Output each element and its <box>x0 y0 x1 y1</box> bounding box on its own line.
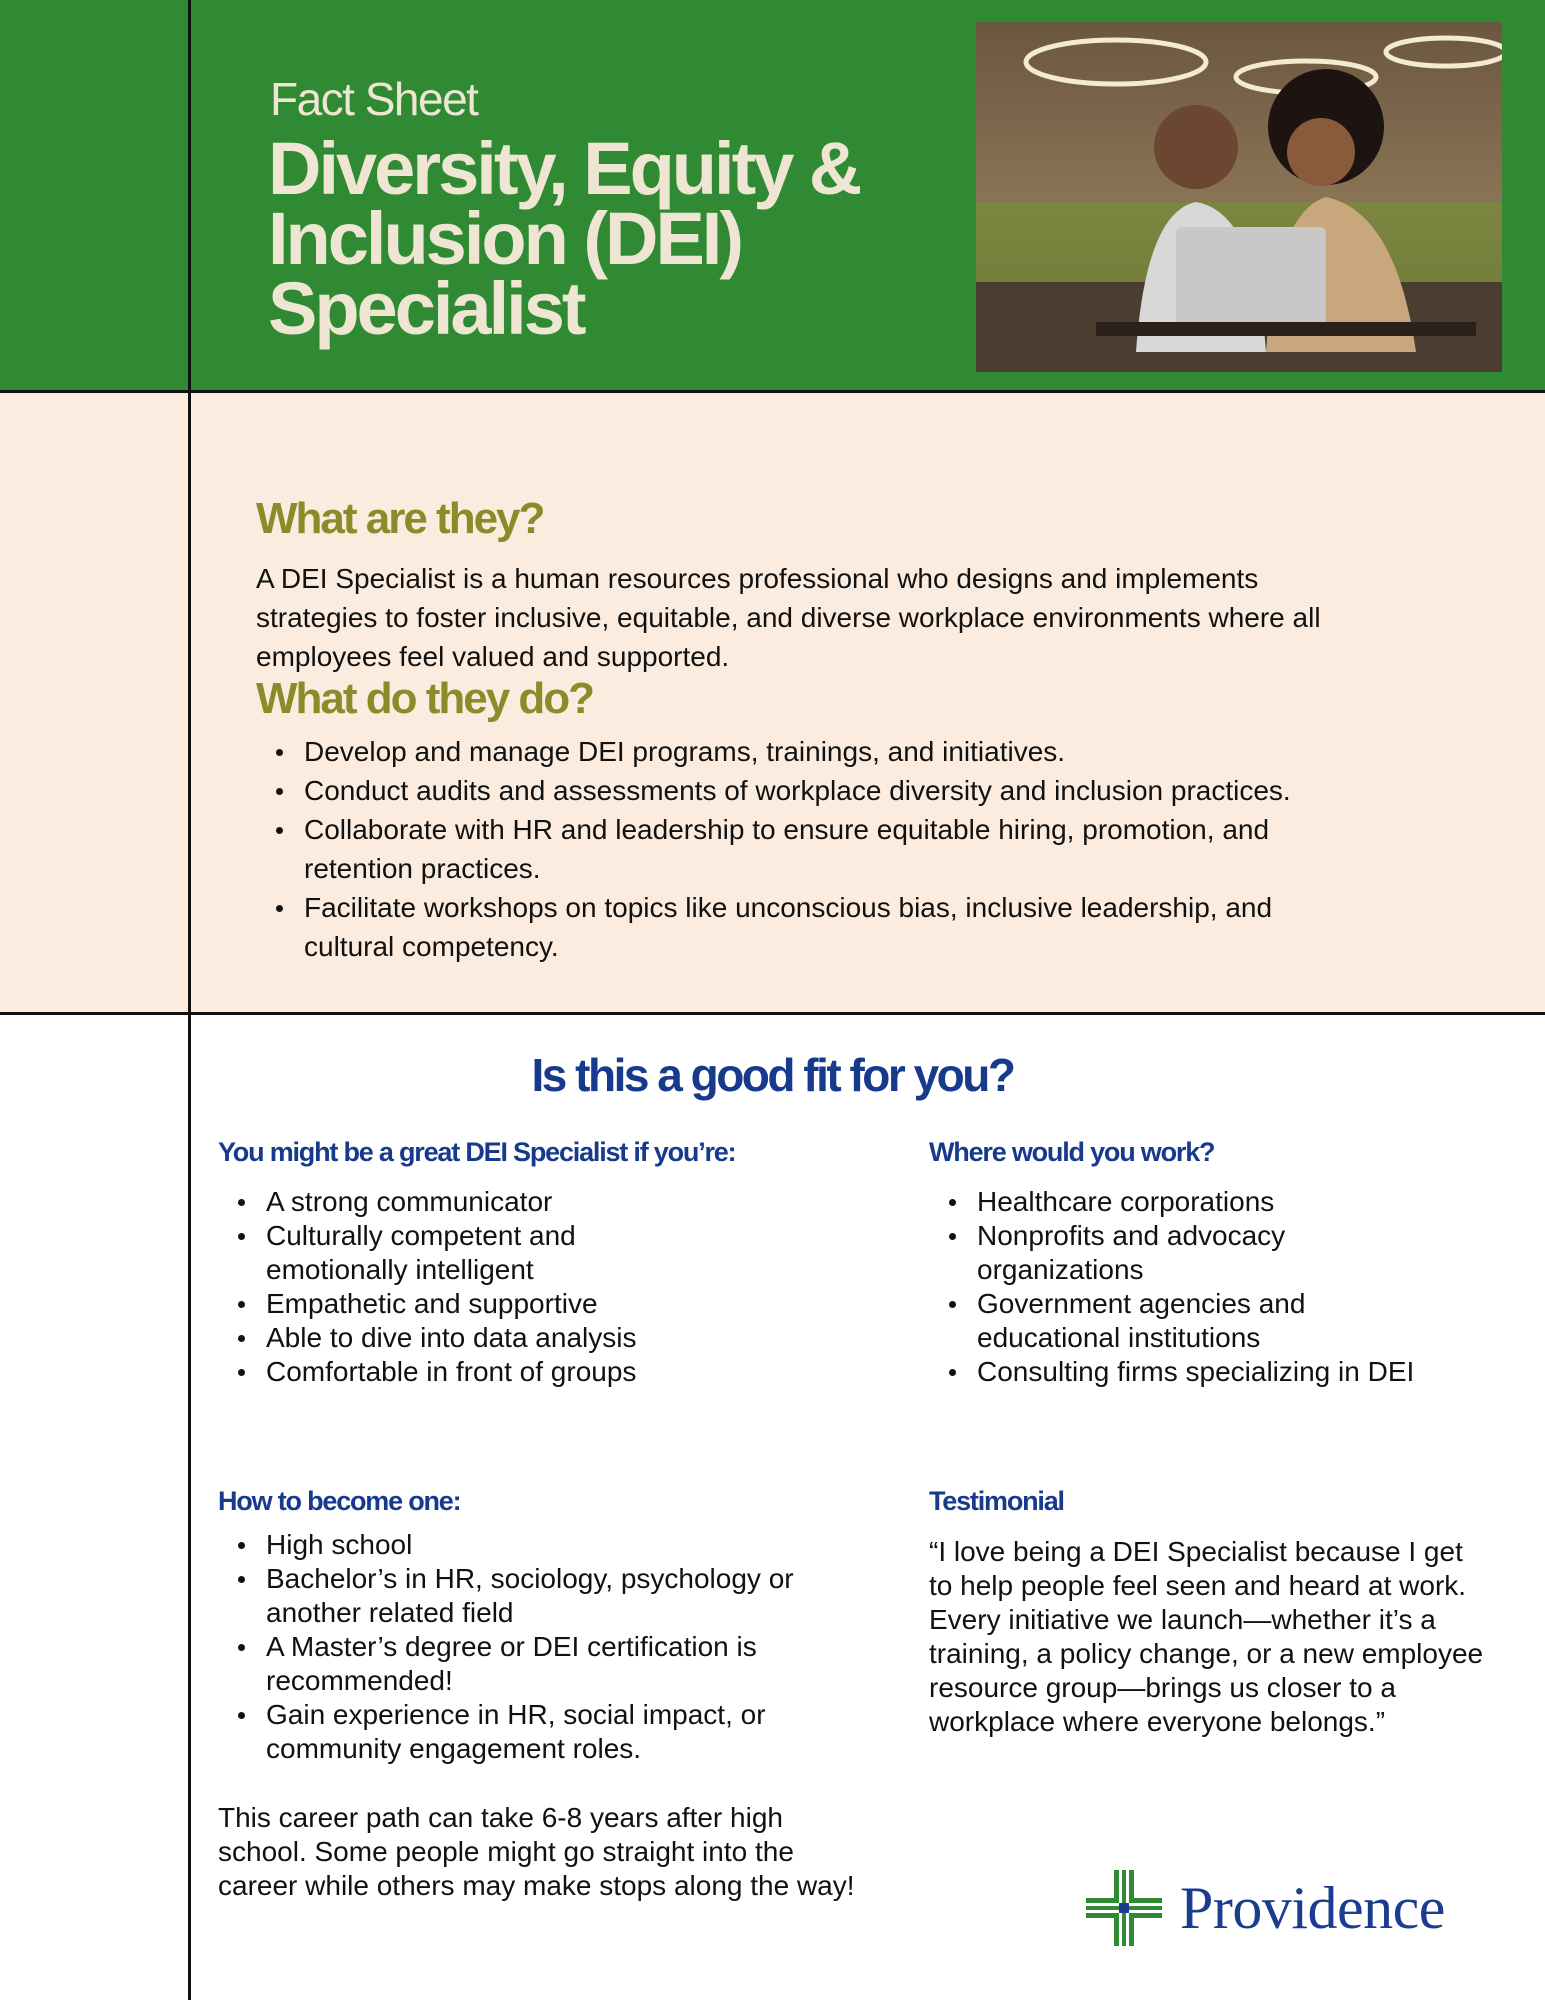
list-item: Nonprofits and advocacy organizations <box>929 1219 1349 1287</box>
work-heading: Where would you work? <box>929 1137 1215 1167</box>
providence-logo <box>1086 1868 1445 1948</box>
logo-wordmark: Providence <box>1180 1874 1445 1941</box>
list-item: A Master’s degree or DEI certification is recommended! <box>218 1630 838 1698</box>
path-note: This career path can take 6-8 years after high school. Some people might go straight into the career while others may make stops along the way! <box>218 1802 855 1901</box>
what-heading: What are they? <box>256 494 544 543</box>
list-item: Government agencies and educational institutions <box>929 1287 1349 1355</box>
testimonial-heading: Testimonial <box>929 1486 1064 1516</box>
do-heading: What do they do? <box>256 674 594 723</box>
testimonial-quote: “I love being a DEI Specialist because I get to help people feel seen and heard at work. Every initiative we launch—whether it’s a training, a policy change, or a new employee resource group—brings us closer to a workplace where everyone belongs.” <box>929 1536 1484 1737</box>
header-photo <box>976 22 1502 372</box>
do-list <box>256 732 1346 966</box>
list-item: Culturally competent and emotionally intelligent <box>218 1219 638 1287</box>
become-heading: How to become one: <box>218 1486 461 1516</box>
fit-heading: Is this a good fit for you? <box>531 1049 1014 1101</box>
traits-heading: You might be a great DEI Specialist if you’re: <box>218 1137 736 1167</box>
what-body: A DEI Specialist is a human resources professional who designs and implements strategies to foster inclusive, equitable, and diverse workplace environments where all employees feel valued and supported. <box>256 563 1321 672</box>
divider-vertical <box>188 0 191 2000</box>
list-item: Healthcare corporations <box>929 1185 1509 1219</box>
list-item: Empathetic and supportive <box>218 1287 858 1321</box>
list-item: Facilitate workshops on topics like unconscious bias, inclusive leadership, and cultural competency. <box>256 888 1346 966</box>
list-item: Comfortable in front of groups <box>218 1355 858 1389</box>
list-item: Consulting firms specializing in DEI <box>929 1355 1509 1389</box>
work-list <box>929 1185 1509 1389</box>
list-item: Bachelor’s in HR, sociology, psychology or another related field <box>218 1562 838 1630</box>
become-list <box>218 1528 838 1766</box>
list-item: Develop and manage DEI programs, trainings, and initiatives. <box>256 732 1346 771</box>
traits-list <box>218 1185 858 1389</box>
providence-cross-icon <box>1086 1870 1162 1946</box>
kicker: Fact Sheet <box>270 73 478 125</box>
list-item: High school <box>218 1528 838 1562</box>
list-item: Gain experience in HR, social impact, or community engagement roles. <box>218 1698 838 1766</box>
divider-top <box>0 390 1545 393</box>
list-item: Able to dive into data analysis <box>218 1321 858 1355</box>
list-item: A strong communicator <box>218 1185 858 1219</box>
list-item: Collaborate with HR and leadership to ensure equitable hiring, promotion, and retention practices. <box>256 810 1346 888</box>
divider-middle <box>0 1012 1545 1015</box>
list-item: Conduct audits and assessments of workplace diversity and inclusion practices. <box>256 771 1346 810</box>
page-title: Diversity, Equity & Inclusion (DEI) Specialist <box>268 127 860 350</box>
